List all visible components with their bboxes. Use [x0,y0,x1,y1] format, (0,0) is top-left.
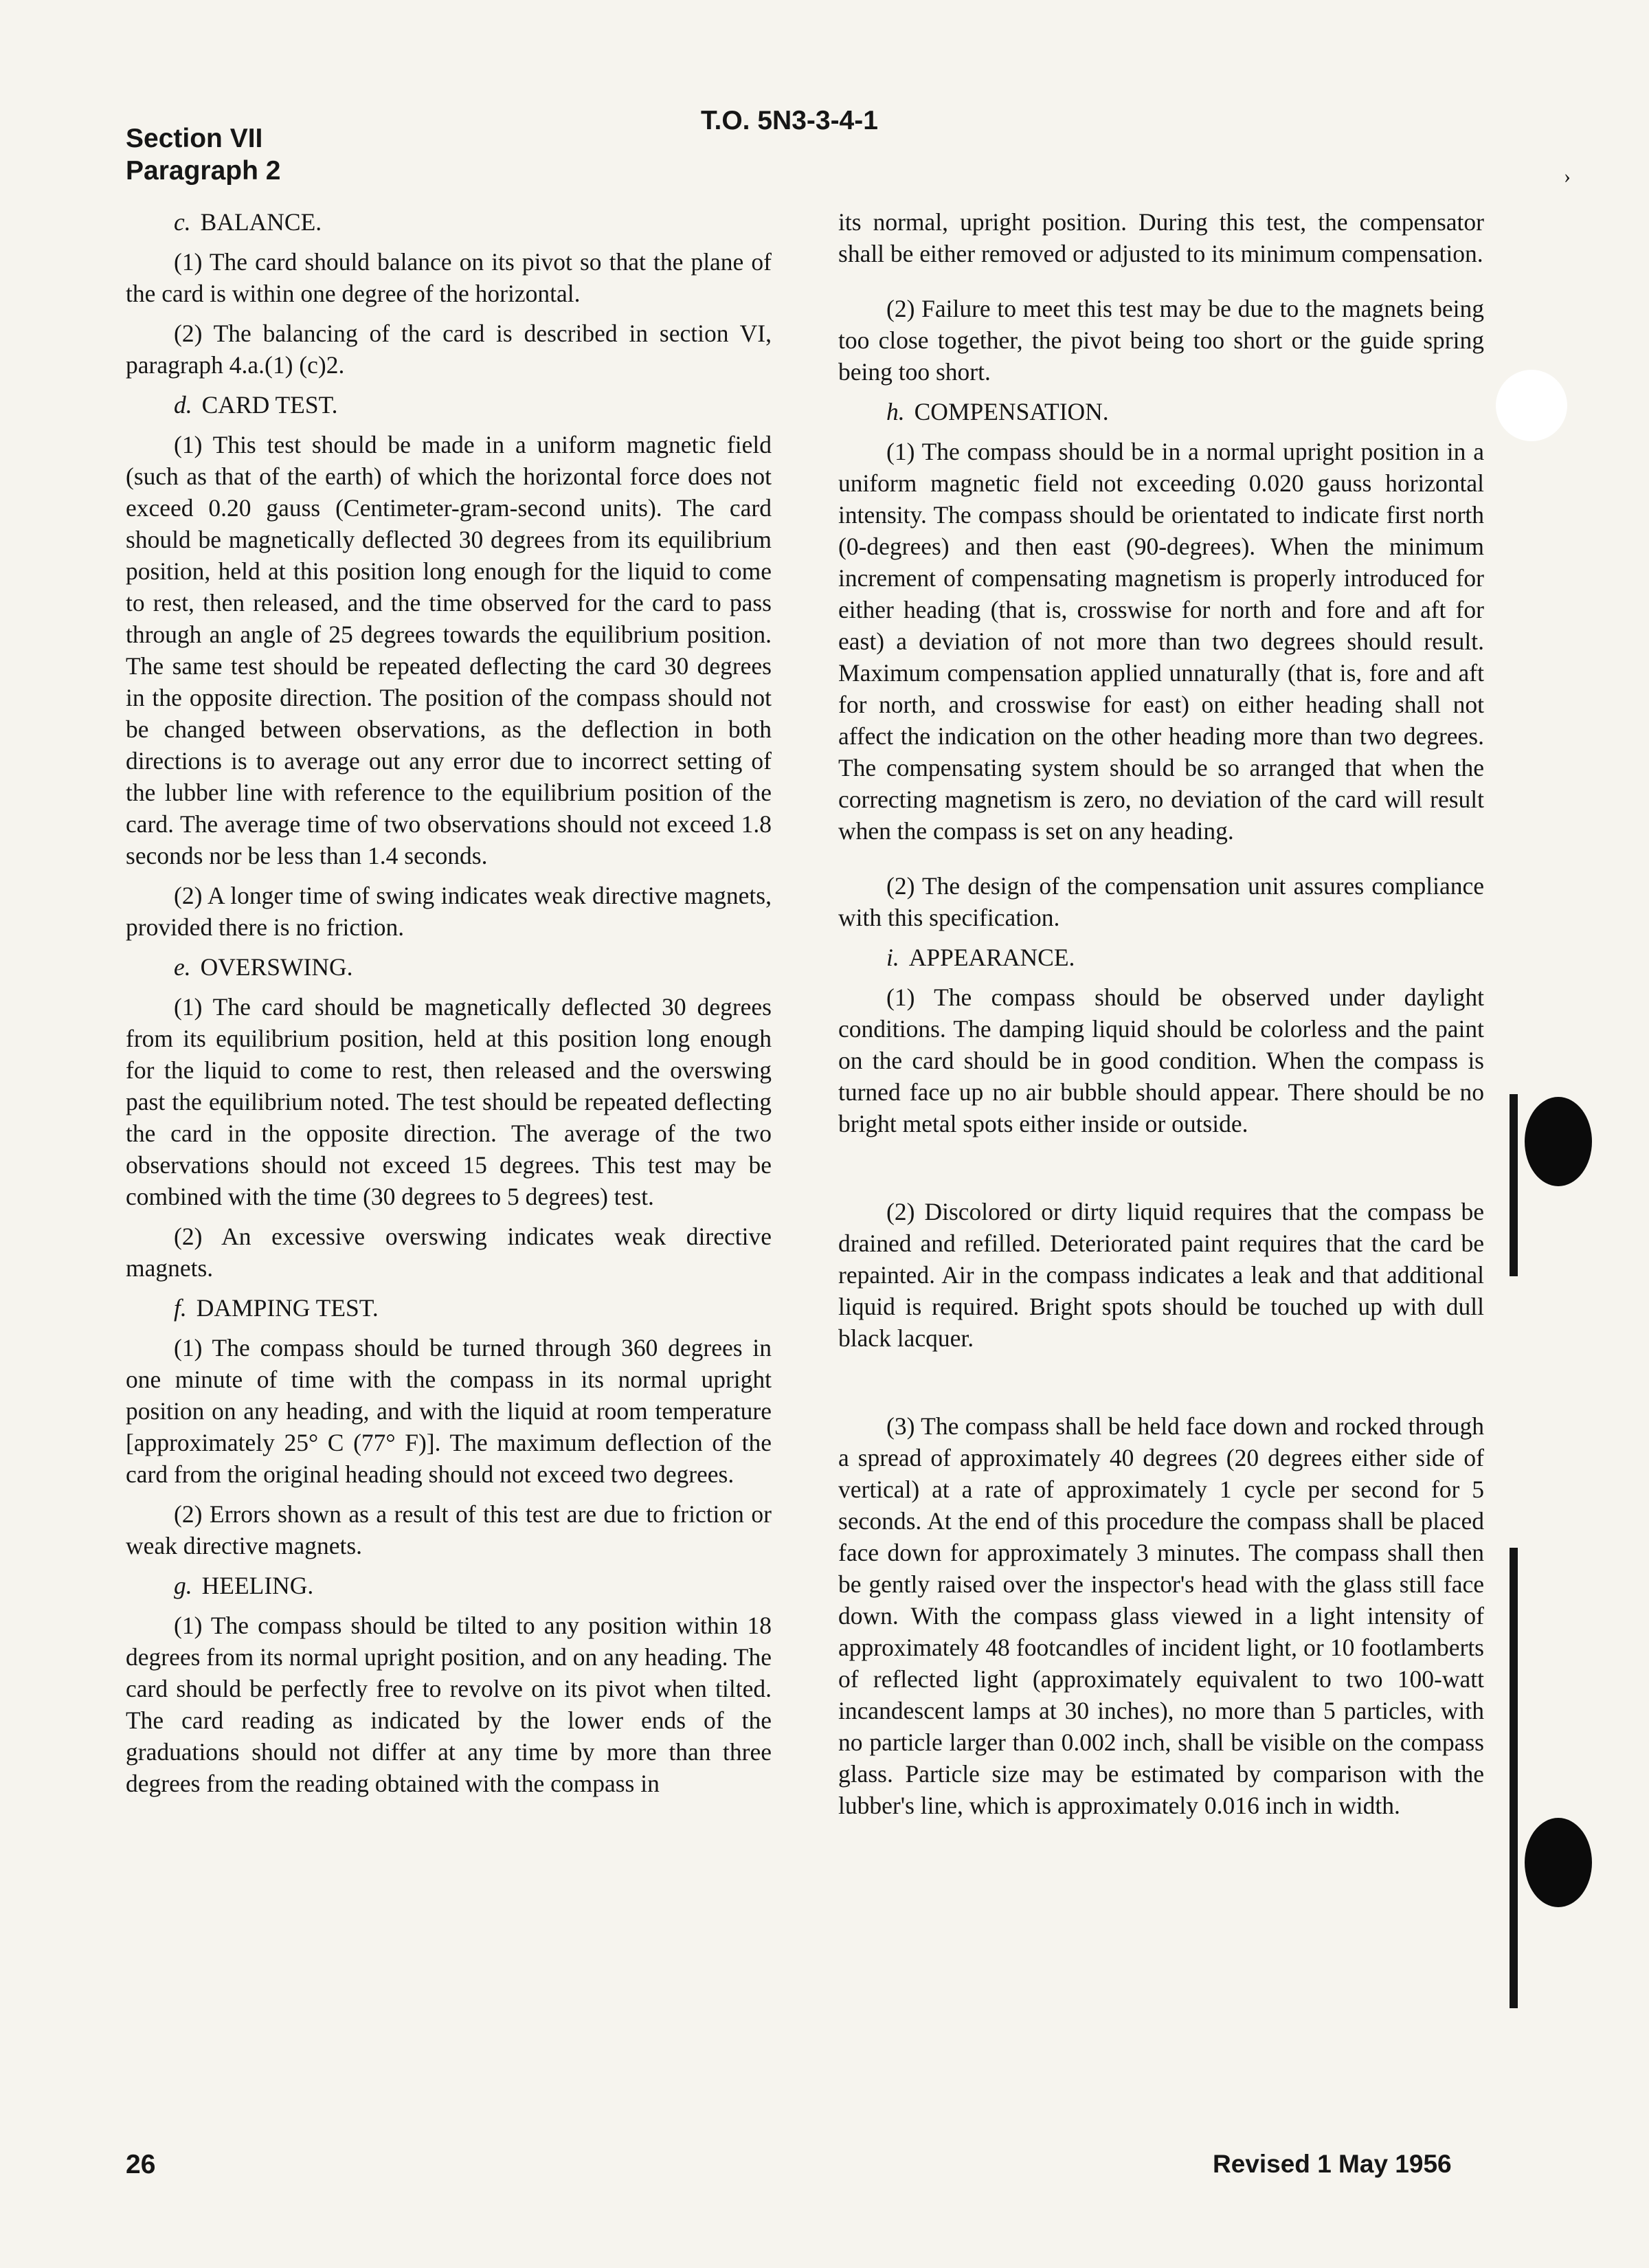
subsection-title: DAMPING TEST. [196,1294,379,1322]
body-paragraph: (3) The compass shall be held face down and rocked through a spread of approximately 40 degrees (20 degrees either side of vertical) at a rate of approximately 1 cycle per second for 5 seconds. At the end of this procedure the compass shall be placed face down for approximately 3 minutes. The compass shall then be gently raised over the inspector's head with the glass still face down. With the compass glass viewed in a light intensity of approximately 48 footcandles of incident light, or 10 footlamberts of reflected light (approximately equivalent to two 100-watt incandescent lamps at 30 inches), no more than 5 particles, with no particle larger than 0.002 inch, shall be visible on the compass glass. Particle size may be estimated by comparison with the lubber's line, which is approximately 0.016 inch in width. [838,1412,1484,1819]
subsection-heading [838,396,1484,427]
body-paragraph: (2) Errors shown as a result of this test are due to friction or weak directive magnets. [126,1500,772,1559]
body-paragraph: (2) The balancing of the card is described in section VI, paragraph 4.a.(1) (c)2. [126,320,772,379]
subsection-letter: g. [174,1572,192,1599]
body-paragraph: (1) The compass should be tilted to any position within 18 degrees from its normal upright position, and on any heading. The card should be perfectly free to revolve on its pivot when tilted. The card reading as indicated by the lower ends of the graduations should not differ at any time by more than three degrees from the reading obtained with the compass in [126,1612,772,1797]
body-paragraph: (2) Discolored or dirty liquid requires that the compass be drained and refilled. Deteriorated paint requires that the card be repainted. Air in the compass indicates a leak and that additional liquid is required. Bright spots should be touched up with dull black lacquer. [838,1198,1484,1352]
revision-date: Revised 1 May 1956 [1213,2150,1452,2178]
body-paragraph: (2) A longer time of swing indicates weak directive magnets, provided there is no friction. [126,882,772,941]
subsection-title: CARD TEST. [201,391,338,419]
body-paragraph: (1) The card should be magnetically deflected 30 degrees from its equilibrium position, held at this position long enough for the liquid to come to rest, then released and the overswing past the equilibrium noted. The test should be repeated deflecting the card in the opposite direction. The average of the two observations should not exceed 15 degrees. This test may be combined with the time (30 degrees to 5 degrees) test. [126,993,772,1210]
section-header [126,122,280,187]
binder-hole [1525,1097,1592,1186]
spacer [838,855,1484,870]
section-label: Section VII [126,124,263,153]
to-number: T.O. 5N3-3-4-1 [701,106,878,135]
subsection-letter: f. [174,1294,187,1322]
subsection-heading [126,1292,772,1324]
right-column [838,206,1484,1830]
subsection-letter: d. [174,391,192,419]
spacer [838,278,1484,293]
body-paragraph: (1) The card should balance on its pivot so that the plane of the card is within one degree of the horizontal. [126,248,772,307]
subsection-heading [126,389,772,421]
body-paragraph: (2) The design of the compensation unit assures compliance with this specification. [838,872,1484,931]
subsection-heading [838,942,1484,973]
subsection-letter: c. [174,208,191,236]
body-paragraph: (2) Failure to meet this test may be due to the magnets being too close together, the pivot being too short or the guide spring being too short. [838,295,1484,386]
body-paragraph: (1) The compass should be turned through 360 degrees in one minute of time with the compass in its normal upright position on any heading, and with the liquid at room temperature [approximately 25° C (77° F)]. The maximum deflection of the card from the original heading should not exceed two degrees. [126,1334,772,1488]
paragraph-label: Paragraph 2 [126,156,281,186]
subsection-title: COMPENSATION. [914,398,1109,425]
subsection-letter: h. [886,398,905,425]
binder-hole [1525,1818,1592,1907]
subsection-title: APPEARANCE. [908,944,1075,971]
subsection-heading [126,951,772,983]
revision-bar [1510,1094,1518,1276]
spacer [838,1362,1484,1410]
subsection-title: OVERSWING. [200,953,353,981]
scan-mark: › [1564,165,1571,188]
body-paragraph: (2) An excessive overswing indicates weak directive magnets. [126,1223,772,1282]
binder-hole [1496,370,1567,441]
body-paragraph: (1) The compass should be in a normal upright position in a uniform magnetic field not exceeding 0.020 gauss horizontal intensity. The compass should be orientated to indicate first north (0-degrees) and then east (90-degrees). When the minimum increment of compensating magnetism is properly introduced for either heading (that is, crosswise for north and fore and aft for east) a deviation of not more than two degrees should result. Maximum compensation applied unnaturally (that is, fore and aft for north, and crosswise for east) on either heading shall not affect the indication on the other heading more than two degrees. The compensating system should be so arranged that when the correcting magnetism is zero, no deviation of the card will result when the compass is set on any heading. [838,438,1484,845]
subsection-letter: e. [174,953,191,981]
subsection-letter: i. [886,944,899,971]
subsection-heading [126,206,772,238]
body-paragraph: (1) This test should be made in a uniform magnetic field (such as that of the earth) of which the horizontal force does not exceed 0.20 gauss (Centimeter-gram-second units). The card should be magnetically deflected 30 degrees from its equilibrium position, held at this position long enough for the liquid to come to rest, then released, and the time observed for the card to pass through an angle of 25 degrees towards the equilibrium position. The same test should be repeated deflecting the card 30 degrees in the opposite direction. The position of the compass should not be changed between observations, as the deflection in both directions is to average out any error due to incorrect setting of the lubber line with reference to the equilibrium position of the card. The average time of two observations should not exceed 1.8 seconds nor be less than 1.4 seconds. [126,431,772,869]
body-paragraph: (1) The compass should be observed under daylight conditions. The damping liquid should be colorless and the paint on the card should be in good condition. When the compass is turned face up no air bubble should appear. There should be no bright metal spots either inside or outside. [838,983,1484,1137]
subsection-heading [126,1570,772,1601]
subsection-title: HEELING. [201,1572,314,1599]
subsection-title: BALANCE. [200,208,322,236]
spacer [838,1148,1484,1196]
body-paragraph: its normal, upright position. During this test, the compensator shall be either removed or adjusted to its minimum compensation. [838,208,1484,267]
left-column [126,206,772,1808]
revision-bar [1510,1548,1518,2008]
page-number: 26 [126,2150,156,2179]
